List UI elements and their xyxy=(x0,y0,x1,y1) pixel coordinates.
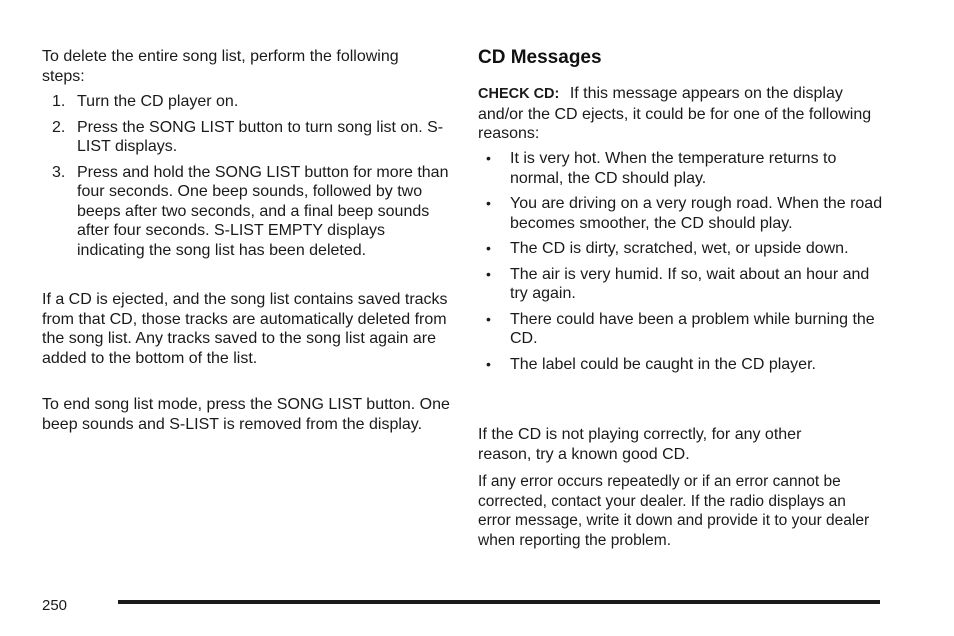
list-item xyxy=(478,239,888,259)
bullet-icon: • xyxy=(486,195,491,211)
step-text: Press and hold the SONG LIST button for more than four seconds. One beep sounds, followed by two beeps after two seconds, and a final beep sounds after four seconds. S-LIST EMPTY displays indicating the song list has been deleted. xyxy=(77,163,449,259)
check-cd-label: CHECK CD: xyxy=(478,86,560,102)
page-number: 250 xyxy=(42,597,68,614)
step-number: 1. xyxy=(52,93,66,110)
bullet-icon: • xyxy=(486,355,491,372)
step-number: 3. xyxy=(52,163,66,181)
list-item xyxy=(42,118,452,157)
reason-text: The label could be caught in the CD player. xyxy=(510,355,816,373)
footer-rule xyxy=(118,600,880,604)
list-item xyxy=(42,163,452,261)
list-item xyxy=(478,355,888,375)
list-item xyxy=(478,194,888,233)
bullet-icon: • xyxy=(486,265,491,282)
reason-text: It is very hot. When the temperature returns to normal, the CD should play. xyxy=(510,150,837,187)
reasons-list xyxy=(478,149,888,380)
bullet-icon: • xyxy=(486,240,491,256)
reason-text: You are driving on a very rough road. When the road becomes smoother, the CD should play. xyxy=(510,195,883,232)
list-item xyxy=(478,265,888,304)
bullet-icon: • xyxy=(486,150,491,166)
check-cd-paragraph xyxy=(478,84,883,144)
step-number: 2. xyxy=(52,118,66,136)
check-cd-text: If this message appears on the display and/or the CD ejects, it could be for one of the following reasons: xyxy=(478,85,872,142)
list-item xyxy=(478,310,888,349)
song-list-steps xyxy=(42,92,452,266)
error-paragraph: If any error occurs repeatedly or if an error cannot be corrected, contact your dealer. If the radio displays an error message, write it down and provide it to your dealer when reporting the problem. xyxy=(478,473,870,549)
list-item xyxy=(42,92,452,112)
intro-paragraph: To delete the entire song list, perform the following steps: xyxy=(42,48,399,85)
not-playing-paragraph: If the CD is not playing correctly, for any other reason, try a known good CD. xyxy=(478,426,802,463)
reason-text: The CD is dirty, scratched, wet, or upside down. xyxy=(510,240,849,257)
list-item xyxy=(478,149,888,188)
end-song-list-paragraph: To end song list mode, press the SONG LIST button. One beep sounds and S-LIST is removed from the display. xyxy=(42,396,450,433)
section-heading: CD Messages xyxy=(478,47,602,68)
ejected-cd-paragraph: If a CD is ejected, and the song list contains saved tracks from that CD, those tracks are automatically deleted from the song list. Any tracks saved to the song list again are added to the bottom of the list. xyxy=(42,291,448,367)
bullet-icon: • xyxy=(486,310,491,327)
reason-text: The air is very humid. If so, wait about an hour and try again. xyxy=(510,265,870,302)
reason-text: There could have been a problem while burning the CD. xyxy=(510,310,875,347)
step-text: Press the SONG LIST button to turn song list on. S-LIST displays. xyxy=(77,118,444,155)
step-text: Turn the CD player on. xyxy=(77,93,239,110)
